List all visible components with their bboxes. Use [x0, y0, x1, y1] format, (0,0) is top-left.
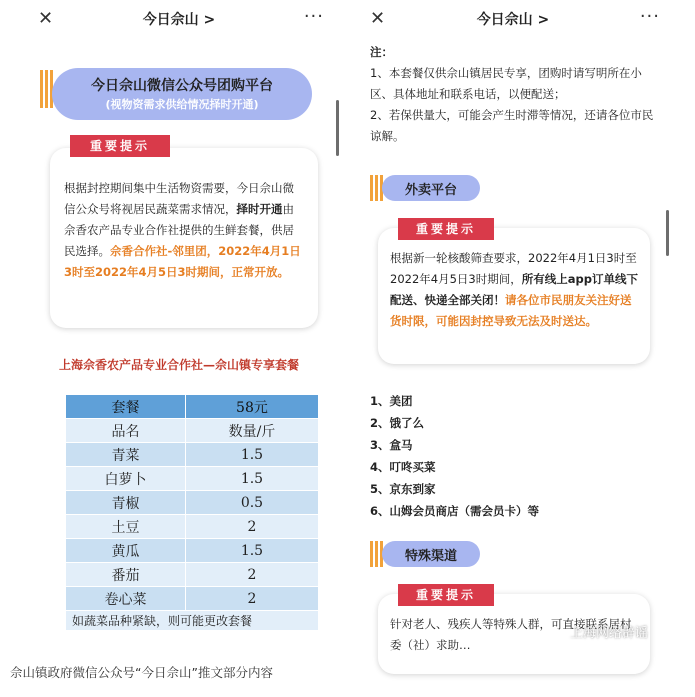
list-item: 4、叮咚买菜	[370, 460, 436, 474]
note-item: 2、若保供量大，可能会产生时滞等情况，还请各位市民谅解。	[370, 108, 654, 143]
table-cell: 2	[185, 563, 318, 587]
table-cell: 品名	[66, 419, 186, 443]
table-row	[66, 563, 319, 587]
page-title[interactable]: 今日佘山 >	[476, 12, 550, 28]
table-header-cell: 套餐	[66, 395, 186, 419]
important-tip-box	[50, 148, 318, 328]
table-cell: 数量/斤	[185, 419, 318, 443]
image-caption: 佘山镇政府微信公众号“今日佘山”推文部分内容	[10, 665, 273, 680]
table-cell: 白萝卜	[66, 467, 186, 491]
tip-text: 针对老人、残疾人等特殊人群，可直接联系居村委（社）求助…	[390, 617, 632, 652]
table-cutoff-text: 如蔬菜品种紧缺，则可能更改套餐	[66, 611, 319, 631]
table-cell: 青椒	[66, 491, 186, 515]
banner-title: 今日佘山微信公众号团购平台	[91, 78, 273, 94]
table-cell: 1.5	[185, 467, 318, 491]
coop-title: 上海佘香农产品专业合作社—佘山镇专享套餐	[58, 358, 299, 372]
close-icon[interactable]: ✕	[370, 8, 386, 29]
special-section-pill	[382, 541, 480, 567]
special-section-title: 特殊渠道	[404, 549, 457, 564]
table-header-row	[66, 395, 319, 419]
note-item: 1、本套餐仅供佘山镇居民专享，团购时请写明所在小区、具体地址和联系电话，以便配送；	[370, 66, 642, 101]
table-cell: 土豆	[66, 515, 186, 539]
tip-text: 根据新一轮核酸筛查要求，2022年4月1日3时至2022年4月5日3时期间，所有线上app订单线下配送、快递全部关闭！请各位市民朋友关注好送货时限，可能因封控导致无法及时送达。	[390, 251, 638, 328]
list-item: 5、京东到家	[370, 482, 436, 496]
table-cell: 青菜	[66, 443, 186, 467]
group-buy-banner	[52, 68, 312, 120]
right-screenshot	[348, 0, 678, 652]
table-cell: 1.5	[185, 443, 318, 467]
left-scrollbar[interactable]	[336, 100, 339, 156]
important-tip-box	[378, 228, 650, 364]
notes-block	[370, 42, 660, 147]
list-item: 3、盒马	[370, 438, 413, 452]
table-cell: 卷心菜	[66, 587, 186, 611]
important-tip-label: 重要提示	[70, 135, 170, 157]
list-item: 2、饿了么	[370, 416, 425, 430]
left-screenshot	[16, 0, 342, 646]
takeout-section-pill	[382, 175, 480, 201]
table-row-cut	[66, 611, 319, 631]
table-row	[66, 491, 319, 515]
list-item: 6、山姆会员商店（需会员卡）等	[370, 504, 539, 518]
table-cell: 2	[185, 515, 318, 539]
left-top-bar	[16, 0, 342, 38]
table-subheader-row	[66, 419, 319, 443]
note-label: 注：	[370, 45, 393, 59]
right-scrollbar[interactable]	[666, 210, 669, 256]
takeout-section-title: 外卖平台	[404, 183, 457, 198]
right-top-bar	[348, 0, 678, 38]
page-title[interactable]: 今日佘山 >	[142, 12, 216, 28]
more-options-icon[interactable]: ···	[639, 6, 660, 27]
tip-text: 根据封控期间集中生活物资需要，今日佘山微信公众号将视居民蔬菜需求情况，择时开通由佘香农产品专业合作社提供的生鲜套餐，供居民选择。佘香合作社-邻里团，2022年4月1日3时至2022年4月5日3时期间，正常开放。	[64, 181, 301, 279]
important-tip-label: 重要提示	[398, 584, 494, 606]
table-row	[66, 467, 319, 491]
table-cell: 1.5	[185, 539, 318, 563]
table-cell: 2	[185, 587, 318, 611]
table-cell: 0.5	[185, 491, 318, 515]
list-item: 1、美团	[370, 394, 413, 408]
table-cell: 黄瓜	[66, 539, 186, 563]
more-options-icon[interactable]: ···	[303, 6, 324, 27]
package-table	[65, 394, 319, 631]
close-icon[interactable]: ✕	[38, 8, 54, 29]
table-row	[66, 515, 319, 539]
table-header-cell: 58元	[185, 395, 318, 419]
banner-subtitle: (视物资需求供给情况择时开通)	[105, 98, 259, 111]
watermark: 上海网络辟谣	[570, 626, 649, 641]
important-tip-label: 重要提示	[398, 218, 494, 240]
table-row	[66, 587, 319, 611]
table-cell: 番茄	[66, 563, 186, 587]
table-row	[66, 539, 319, 563]
table-row	[66, 443, 319, 467]
